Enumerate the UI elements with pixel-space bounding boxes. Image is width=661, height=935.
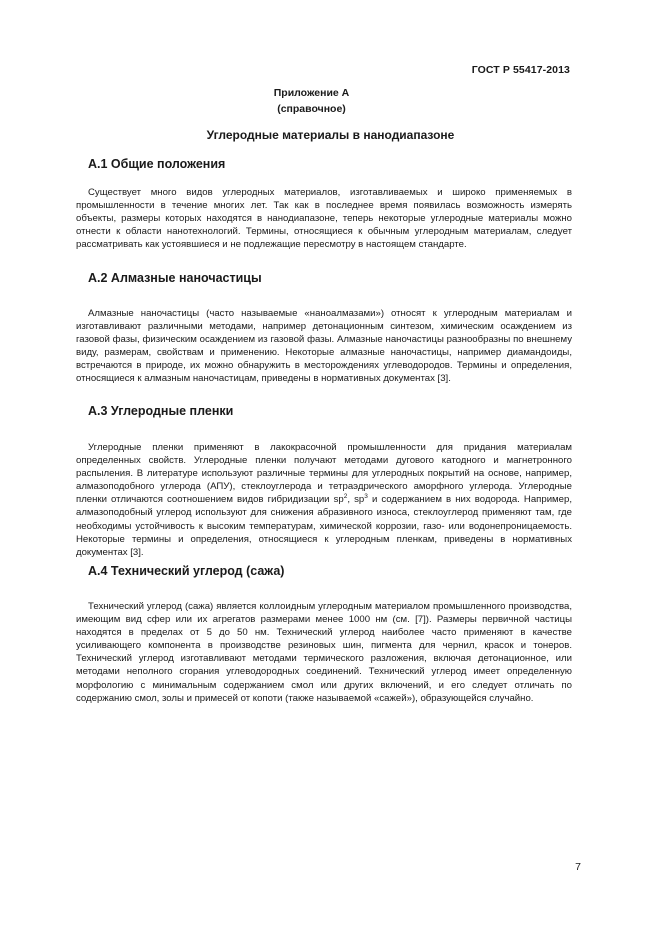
superscript-sp2: 2 [343, 493, 348, 501]
annex-type: (справочное) [277, 103, 346, 115]
superscript-sp3: 3 [364, 493, 368, 501]
section-body-a4: Технический углерод (сажа) является коллоидным углеродным материалом промышленного производства, имеющим вид сфер или их агрегатов размерами менее 1000 нм (см. [7]). Размеры первичной частицы находятся в пределах от 5 до 50 нм. Технический углерод наиболее часто применяют в качестве усиливающего компонента в производстве резиновых шин, пигмента для чернил, красок и тонеров. Технический углерод изготавливают методами термического разложения, включая детонационное, или методами неполного сгорания углеводородных соединений. Технический углерод имеет определенную морфологию с минимальным содержанием смол или других включений, и его следует отличать по содержанию смол, золы и примесей от копоти (также называемой «сажей»), образующейся случайно. [76, 601, 572, 704]
standard-identifier: ГОСТ Р 55417-2013 [471, 64, 570, 76]
section-body-a3-part1: Углеродные пленки применяют в лакокрасочной промышленности для придания материалам определенных свойств. Углеродные пленки получают методами дугового катодного и магнетронного распыления. В литературе используют различные термины для углеродных покрытий на основе, например, алмазоподобного углерода (АПУ), стеклоуглерода и тетраэдрического аморфного углерода. Углеродные пленки отличаются соотношением видов гибридизации sp [76, 442, 572, 506]
section-heading-a4: А.4 Технический углерод (сажа) [88, 564, 285, 578]
section-heading-a3: А.3 Углеродные пленки [88, 404, 234, 418]
page-number: 7 [575, 861, 581, 873]
section-body-a3-part3: и содержанием в них водорода. Например, алмазоподобный углерод используют для снижения абразивного износа, стеклоуглерод применяют там, где необходимы устойчивость к высоким температурам, химической коррозии, газо- или водонепроницаемость. Некоторые термины и определения, относящиеся к углеродным пленкам, приведены в нормативных документах [3]. [76, 494, 572, 558]
section-heading-a1: А.1 Общие положения [88, 157, 226, 171]
section-body-a3 [76, 441, 572, 559]
section-body-a2: Алмазные наночастицы (часто называемые «наноалмазами») относят к углеродным материалам и изготавливают различными методами, например детонационным синтезом, химическим осаждением из газовой фазы, физическим осаждением из газовой фазы. Алмазные наночастицы разнообразны по внешнему виду, размерам, свойствам и применению. Некоторые алмазные наночастицы, например диамандоиды, встречаются в природе, их можно обнаружить в месторождениях углеводородов. Термины и определения, относящиеся к алмазным наночастицам, приведены в нормативных документах [3]. [76, 308, 572, 385]
annex-label: Приложение А [273, 87, 350, 99]
section-heading-a2: А.2 Алмазные наночастицы [88, 271, 262, 285]
section-body-a3-part2: , sp [347, 494, 365, 506]
page-title: Углеродные материалы в нанодиапазоне [206, 128, 455, 142]
section-body-a1: Существует много видов углеродных материалов, изготавливаемых и широко применяемых в промышленности в течение многих лет. Так как в последнее время появилась возможность измерять объекты, размеры которых находятся в нанодиапазоне, теперь некоторые углеродные материалы можно отнести к области нанотехнологий. Термины, относящиеся к обычным углеродным материалам, следует рассматривать как устоявшиеся и не подлежащие пересмотру в настоящем стандарте. [76, 187, 572, 251]
